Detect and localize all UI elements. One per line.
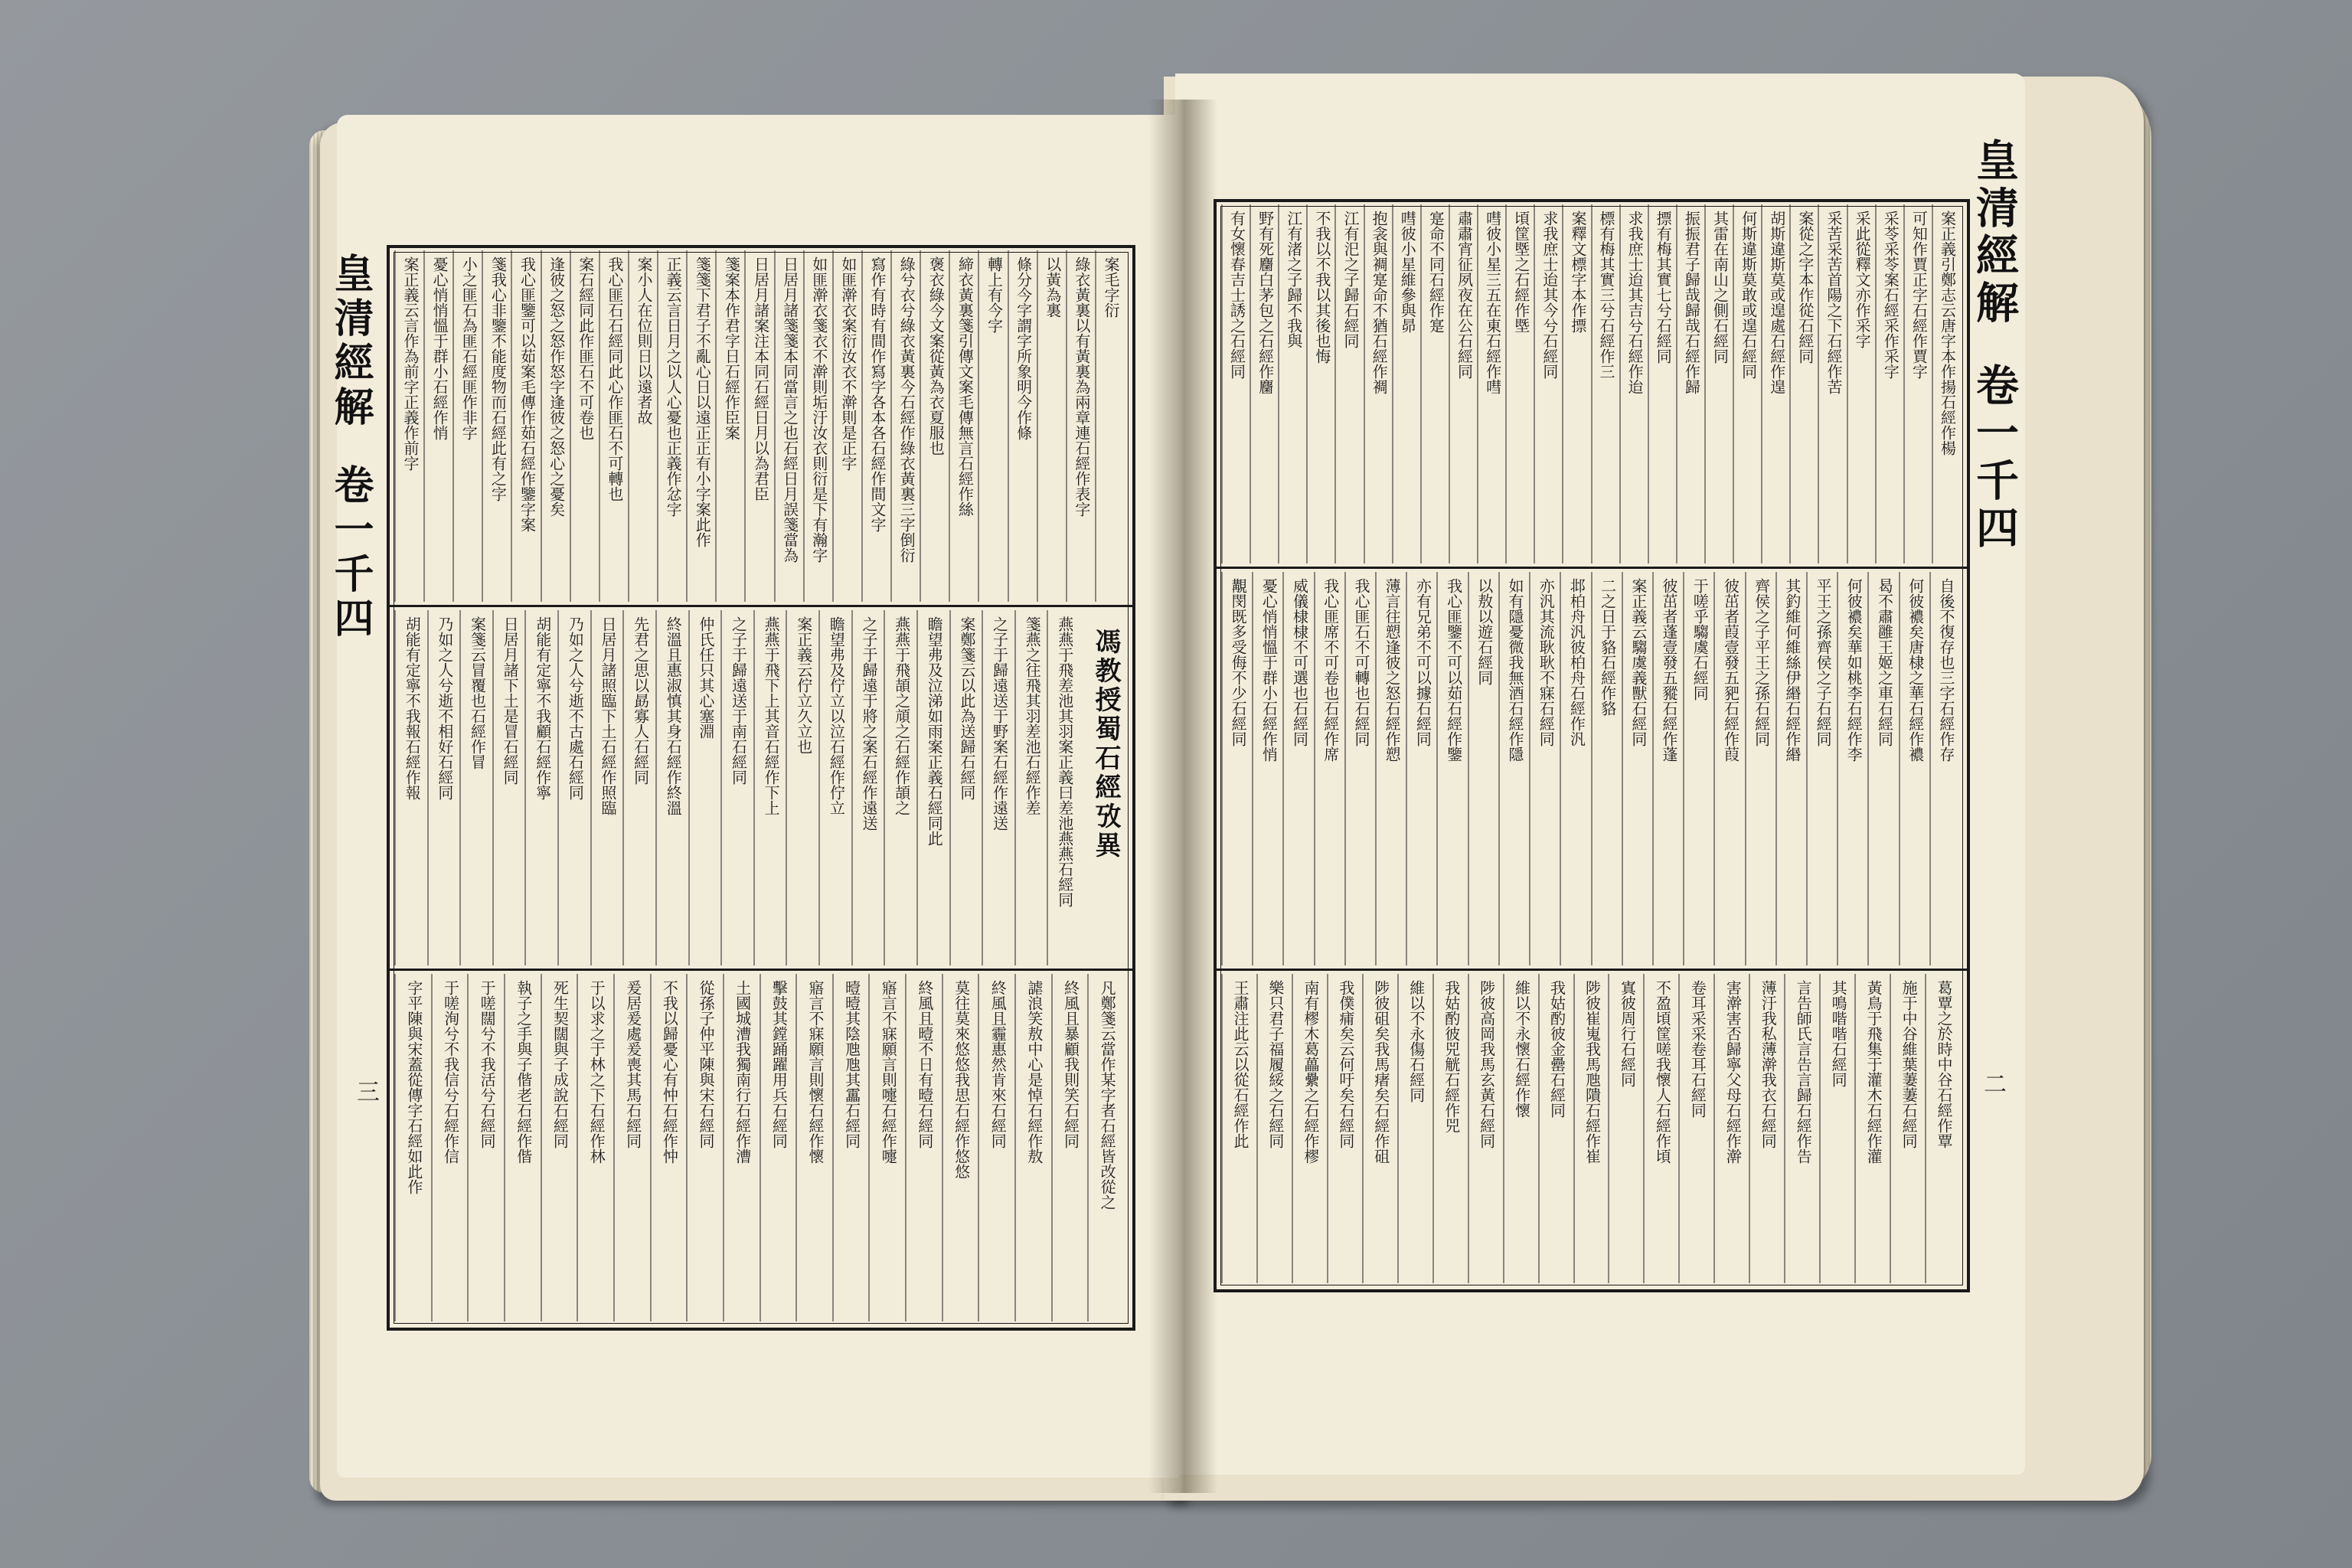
left-page-header — [325, 253, 379, 1325]
column-rule — [861, 250, 863, 602]
column-rule — [1250, 204, 1251, 564]
text-column: 抱衾與裯寔命不猶石經作裯 — [1370, 211, 1389, 394]
column-rule — [1591, 204, 1592, 564]
column-rule — [1538, 974, 1540, 1283]
text-column: 案正義引鄭志云唐字本作揚石經作楊 — [1938, 211, 1957, 456]
text-column: 寤言不寐願言則懷石經作懷 — [805, 980, 825, 1164]
column-rule — [818, 610, 820, 965]
column-rule — [920, 250, 921, 602]
column-rule — [650, 974, 652, 1321]
column-rule — [577, 974, 578, 1321]
text-column: 其釣維何維絲伊緡石經作緡 — [1782, 578, 1802, 762]
text-column: 日居月諸箋箋本同當言之也石經日月誤箋當為 — [780, 256, 799, 563]
column-rule — [1221, 204, 1223, 564]
column-rule — [1087, 974, 1089, 1321]
text-column: 邶柏舟汎彼柏舟石經作汎 — [1567, 578, 1586, 746]
column-rule — [1505, 204, 1507, 564]
text-column: 標有梅其實三兮石經作三 — [1597, 211, 1616, 379]
text-column: 凡鄭箋云當作某字者石經皆改從之 — [1098, 980, 1117, 1210]
text-column: 亦有兄弟不可以據石經同 — [1413, 578, 1432, 746]
text-column: 有女懷春吉士誘之石經同 — [1227, 211, 1246, 379]
column-rule — [949, 610, 951, 965]
left-header-volume: 卷一千四 — [327, 464, 374, 642]
column-rule — [1713, 974, 1715, 1283]
column-rule — [1498, 572, 1500, 965]
text-column: 瞻望弗及佇立以泣石經作佇立 — [827, 616, 846, 815]
text-column: 二之日于貉石經作貉 — [1598, 578, 1617, 716]
left-divider-2 — [387, 969, 1135, 971]
text-column: 彼茁者葭壹發五豝石經作葭 — [1721, 578, 1740, 762]
column-rule — [1362, 974, 1364, 1283]
left-page-number: 三 — [352, 1080, 379, 1102]
column-rule — [1449, 204, 1450, 564]
text-column: 采此從釋文亦作采字 — [1853, 211, 1872, 348]
text-column: 其鳴喈喈石經同 — [1829, 980, 1848, 1087]
column-rule — [978, 250, 979, 602]
text-column: 維以不永傷石經同 — [1406, 980, 1426, 1102]
column-rule — [795, 974, 797, 1321]
text-column: 求我庶士迨其吉兮石經作迨 — [1625, 211, 1645, 394]
column-rule — [1037, 250, 1038, 602]
column-rule — [1468, 572, 1469, 965]
column-rule — [1327, 974, 1328, 1283]
column-rule — [613, 974, 615, 1321]
column-rule — [715, 250, 717, 602]
column-rule — [1529, 572, 1530, 965]
column-rule — [427, 610, 429, 965]
text-column: 亦汎其流耿耿不寐石經同 — [1537, 578, 1556, 746]
column-rule — [1775, 572, 1777, 965]
text-column: 胡能有定寧不我顧石經作寧 — [533, 616, 552, 800]
column-rule — [1643, 974, 1645, 1283]
column-rule — [1683, 572, 1684, 965]
text-column: 于嗟洵兮不我信兮石經作信 — [441, 980, 460, 1164]
column-rule — [1733, 204, 1734, 564]
text-column: 彼茁者蓬壹發五豵石經作蓬 — [1660, 578, 1679, 762]
text-column: 死生契闊與子成說石經同 — [550, 980, 570, 1148]
column-rule — [1789, 204, 1791, 564]
column-rule — [753, 610, 755, 965]
text-column: 平王之孫齊侯之子石經同 — [1814, 578, 1833, 746]
column-rule — [1221, 572, 1223, 965]
column-rule — [1608, 974, 1609, 1283]
column-rule — [1436, 572, 1438, 965]
text-column: 逢彼之怒之怒作怒字逢彼之怒心之憂矣 — [547, 256, 566, 517]
text-column: 案鄭箋云以此為送歸石經同 — [957, 616, 976, 800]
column-rule — [832, 250, 834, 602]
column-rule — [1256, 974, 1258, 1283]
right-divider-2 — [1214, 969, 1970, 971]
column-rule — [1806, 572, 1808, 965]
text-column: 褒衣綠今文案從黃為衣夏服也 — [926, 256, 946, 456]
book-gutter — [1148, 100, 1217, 1493]
text-column: 締衣黃裏箋引傳文案毛傳無言石經作絲 — [956, 256, 975, 517]
column-rule — [884, 610, 885, 965]
column-rule — [905, 974, 906, 1321]
text-column: 我心匪鑒可以茹案毛傳作茹石經作鑒字案 — [518, 256, 537, 532]
text-column: 薄汙我私薄澣我衣石經同 — [1759, 980, 1778, 1148]
column-rule — [1392, 204, 1393, 564]
text-column: 于以求之于林之下石經作林 — [587, 980, 606, 1164]
text-column: 箋案本作君字日石經作臣案 — [722, 256, 741, 440]
column-rule — [1676, 204, 1677, 564]
text-column: 江有渚之子歸不我與 — [1284, 211, 1303, 348]
column-rule — [504, 974, 505, 1321]
column-rule — [1432, 974, 1434, 1283]
column-rule — [1278, 204, 1279, 564]
text-column: 正義云言日月之以人心憂也正義作忿字 — [664, 256, 683, 517]
column-rule — [1903, 204, 1905, 564]
column-rule — [570, 250, 571, 602]
text-column: 寤言不寐願言則嚏石經作嚏 — [879, 980, 898, 1164]
text-column: 終風且霾惠然肯來石經同 — [988, 980, 1008, 1148]
text-column: 害澣害否歸寧父母石經作澣 — [1723, 980, 1743, 1164]
column-rule — [628, 250, 629, 602]
text-column: 案從之字本作從石經同 — [1795, 211, 1815, 364]
column-rule — [916, 610, 918, 965]
text-column: 我姑酌彼兕觥石經作兕 — [1442, 980, 1461, 1133]
text-column: 案毛字衍 — [1101, 256, 1120, 318]
text-column: 爰居爰處爰喪其馬石經同 — [623, 980, 642, 1148]
text-column: 其雷在南山之側石經同 — [1710, 211, 1730, 364]
text-column: 威儀棣棣不可選也石經同 — [1290, 578, 1309, 746]
column-rule — [1420, 204, 1422, 564]
text-column: 頃筐塈之石經作塈 — [1511, 211, 1530, 333]
text-column: 案箋云冒覆也石經作冒 — [468, 616, 487, 769]
column-rule — [394, 250, 396, 602]
text-column: 維以不永懷石經作懷 — [1512, 980, 1531, 1118]
column-rule — [744, 250, 746, 602]
text-column: 乃如之人兮逝不古處石經同 — [566, 616, 585, 800]
column-rule — [1306, 204, 1308, 564]
left-attribution: 馮教授蜀石經攷異 — [1090, 628, 1121, 861]
column-rule — [982, 610, 983, 965]
column-rule — [1678, 974, 1680, 1283]
column-rule — [1477, 204, 1478, 564]
text-column: 覯閔既多受侮不少石經同 — [1229, 578, 1248, 746]
text-column: 案釋文標字本作摽 — [1568, 211, 1587, 333]
text-column: 陟彼高岡我馬玄黃石經同 — [1477, 980, 1496, 1148]
column-rule — [1622, 572, 1623, 965]
text-column: 卷耳采采卷耳石經同 — [1688, 980, 1707, 1118]
column-rule — [541, 250, 542, 602]
column-rule — [524, 610, 526, 965]
column-rule — [1534, 204, 1535, 564]
column-rule — [1899, 572, 1900, 965]
column-rule — [1008, 250, 1009, 602]
text-column: 燕燕于飛差池其羽案正義曰差池燕燕石經同 — [1055, 616, 1074, 907]
column-rule — [760, 974, 761, 1321]
text-column: 陟彼砠矣我馬瘏矣石經作砠 — [1371, 980, 1390, 1164]
column-rule — [467, 974, 469, 1321]
text-column: 條分今字謂字所象明今作條 — [1014, 256, 1033, 440]
column-rule — [942, 974, 943, 1321]
text-column: 燕燕于飛下上其音石經作下上 — [762, 616, 781, 815]
text-column: 謔浪笑敖中心是悼石經作敖 — [1024, 980, 1044, 1164]
column-rule — [599, 250, 600, 602]
column-rule — [394, 974, 396, 1321]
column-rule — [1560, 572, 1561, 965]
text-column: 執子之手與子偕老石經作偕 — [514, 980, 533, 1164]
text-column: 之子于歸遠送于野案石經作遠送 — [990, 616, 1009, 831]
column-rule — [1406, 572, 1407, 965]
column-rule — [1252, 572, 1253, 965]
column-rule — [1562, 204, 1563, 564]
text-column: 江有汜之子歸石經同 — [1341, 211, 1361, 348]
text-column: 我心匪石不可轉也石經同 — [1351, 578, 1370, 746]
column-rule — [1066, 250, 1067, 602]
text-column: 我心匪席不可卷也石經作席 — [1321, 578, 1340, 762]
text-column: 乃如之人兮逝不相好石經同 — [435, 616, 454, 800]
text-column: 擊鼓其鏜踊躍用兵石經同 — [769, 980, 789, 1148]
column-rule — [978, 974, 979, 1321]
column-rule — [1875, 204, 1877, 564]
column-rule — [1847, 204, 1848, 564]
column-rule — [1619, 204, 1621, 564]
right-header-title: 皇清經解 — [1969, 138, 2020, 328]
column-rule — [851, 610, 853, 965]
text-column: 摽有梅其實七兮石經同 — [1654, 211, 1673, 364]
column-rule — [723, 974, 724, 1321]
column-rule — [1854, 974, 1856, 1283]
column-rule — [590, 610, 592, 965]
text-column: 箋燕之往飛其羽差池石經作差 — [1023, 616, 1042, 815]
right-header-volume: 卷一千四 — [1969, 362, 2020, 553]
column-rule — [452, 250, 454, 602]
text-column: 嘒彼小星維參與昴 — [1398, 211, 1417, 333]
text-column: 先君之思以勗寡人石經同 — [631, 616, 650, 785]
column-rule — [1364, 204, 1365, 564]
column-rule — [657, 250, 658, 602]
text-column: 燕燕于飛頡之頏之石經作頡之 — [892, 616, 911, 815]
text-column: 憂心悄悄慍于群小石經作悄 — [1259, 578, 1279, 762]
text-column: 寔命不同石經作寔 — [1426, 211, 1446, 333]
text-column: 案小人在位則日以遠者故 — [635, 256, 654, 425]
column-rule — [1932, 204, 1933, 564]
column-rule — [1282, 572, 1284, 965]
column-rule — [1051, 974, 1053, 1321]
column-rule — [1314, 572, 1315, 965]
column-rule — [1397, 974, 1399, 1283]
column-rule — [1503, 974, 1504, 1283]
text-column: 日居月諸下土是冒石經同 — [501, 616, 520, 785]
text-column: 胡斯違斯莫或遑處石經作遑 — [1767, 211, 1786, 394]
column-rule — [459, 610, 461, 965]
column-rule — [1221, 974, 1223, 1283]
text-column: 何彼襛矣唐棣之華石經作襛 — [1906, 578, 1925, 762]
text-column: 憂心悄悄慍于群小石經作悄 — [430, 256, 449, 440]
left-divider-1 — [387, 605, 1135, 607]
column-rule — [803, 250, 805, 602]
text-column: 如有隱憂微我無酒石經作隱 — [1505, 578, 1524, 762]
column-rule — [720, 610, 722, 965]
text-column: 不我以歸憂心有忡石經作忡 — [660, 980, 679, 1164]
text-column: 終風且曀不日有曀石經同 — [915, 980, 934, 1148]
column-rule — [1713, 572, 1715, 965]
column-rule — [1047, 610, 1048, 965]
column-rule — [1929, 572, 1931, 965]
text-column: 野有死麕白茅包之石經作麕 — [1256, 211, 1275, 394]
text-column: 何斯違斯莫敢或遑石經同 — [1739, 211, 1758, 379]
text-column: 嘒彼小星三五在東石經作嘒 — [1483, 211, 1502, 394]
text-column: 于嗟闊兮不我活兮石經同 — [478, 980, 497, 1148]
text-column: 肅肅宵征夙夜在公石經同 — [1455, 211, 1474, 379]
column-rule — [1925, 974, 1926, 1283]
right-page-header — [1964, 138, 2025, 1225]
text-column: 齊侯之子平王之孫石經同 — [1752, 578, 1771, 746]
text-column: 樂只君子福履綏之石經同 — [1266, 980, 1285, 1148]
column-rule — [868, 974, 870, 1321]
text-column: 施于中谷維葉萋萋石經同 — [1900, 980, 1919, 1148]
text-column: 箋我心非鑒不能度物而石經此有之字 — [488, 256, 508, 501]
text-column: 我心匪石石經同此心作匪石不可轉也 — [605, 256, 624, 501]
column-rule — [511, 250, 512, 602]
column-rule — [1704, 204, 1706, 564]
text-column: 案正義云言作為前字正義作前字 — [401, 256, 420, 471]
text-column: 字平陳與宋蓋從傳字石經如此作 — [404, 980, 423, 1194]
text-column: 之子于歸遠于將之案石經作遠送 — [859, 616, 878, 831]
text-column: 仲氏任只其心塞淵 — [696, 616, 715, 739]
text-column: 求我庶士迨其今兮石經同 — [1540, 211, 1559, 379]
text-column: 之子于歸遠送于南石經同 — [729, 616, 748, 785]
column-rule — [394, 610, 396, 965]
right-divider-1 — [1214, 567, 1970, 569]
text-column: 土國城漕我獨南行石經作漕 — [733, 980, 752, 1164]
text-column: 不盈頃筐嗟我懷人石經作頃 — [1653, 980, 1672, 1164]
column-rule — [1652, 572, 1654, 965]
text-column: 自後不復存也三字石經作存 — [1936, 578, 1955, 762]
column-rule — [686, 974, 688, 1321]
right-page-number: 二 — [1979, 1072, 2006, 1095]
text-column: 案石經同此作匪石不可卷也 — [576, 256, 595, 440]
column-rule — [774, 250, 776, 602]
column-rule — [1014, 974, 1016, 1321]
column-rule — [1014, 610, 1016, 965]
text-column: 黃鳥于飛集于灌木石經作灌 — [1864, 980, 1883, 1164]
text-column: 日居月諸照臨下土石經作照臨 — [599, 616, 618, 815]
column-rule — [1784, 974, 1785, 1283]
text-column: 寘彼周行石經同 — [1618, 980, 1637, 1087]
column-rule — [1292, 974, 1293, 1283]
left-header-title: 皇清經解 — [327, 253, 374, 430]
text-column: 寫作有時有間作寫字各本各石經作間文字 — [867, 256, 887, 532]
text-column: 如匪澣衣箋衣不澣則垢汙汝衣則衍是下有瀚字 — [809, 256, 828, 563]
text-column: 終風且暴顧我則笑石經同 — [1061, 980, 1080, 1148]
column-rule — [1468, 974, 1469, 1283]
column-rule — [786, 610, 787, 965]
text-column: 莫往莫來悠悠我思石經作悠悠 — [952, 980, 971, 1179]
text-column: 日居月諸案注本同石經日月以為君臣 — [751, 256, 770, 501]
text-column: 曷不肅雝王姬之車石經同 — [1875, 578, 1894, 746]
column-rule — [1818, 204, 1819, 564]
column-rule — [1819, 974, 1821, 1283]
column-rule — [1648, 204, 1649, 564]
column-rule — [1334, 204, 1336, 564]
text-column: 箋箋下君子不亂心日以遠正正有小字案此作 — [693, 256, 712, 547]
text-column: 綠衣黃裏以有黃裏為兩章連石經作表字 — [1072, 256, 1091, 517]
column-rule — [431, 974, 433, 1321]
text-column: 采苓采苓案石經采作采字 — [1881, 211, 1900, 379]
text-column: 葛覃之於時中谷石經作覃 — [1935, 980, 1954, 1148]
column-rule — [423, 250, 425, 602]
text-column: 我心匪鑒不可以茹石經作鑒 — [1444, 578, 1463, 762]
text-column: 言告師氏言告言歸石經作告 — [1794, 980, 1813, 1164]
column-rule — [890, 250, 892, 602]
column-rule — [832, 974, 834, 1321]
column-rule — [1344, 572, 1346, 965]
column-rule — [686, 250, 688, 602]
text-column: 于嗟乎騶虞石經同 — [1690, 578, 1710, 701]
text-column: 南有樛木葛藟纍之石經作樛 — [1301, 980, 1320, 1164]
column-rule — [482, 250, 483, 602]
text-column: 陟彼崔嵬我馬虺隤石經作崔 — [1583, 980, 1602, 1164]
column-rule — [1837, 572, 1838, 965]
column-rule — [1573, 974, 1575, 1283]
text-column: 以敖以遊石經同 — [1475, 578, 1494, 685]
text-column: 案正義云騶虞義獸石經同 — [1628, 578, 1648, 746]
text-column: 案正義云佇立久立也 — [794, 616, 813, 754]
text-column: 薄言往愬逢彼之怒石經作愬 — [1383, 578, 1402, 762]
text-column: 瞻望弗及泣涕如雨案正義石經同此 — [925, 616, 944, 846]
column-rule — [1867, 572, 1869, 965]
column-rule — [557, 610, 559, 965]
text-column: 曀曀其陰虺虺其靁石經同 — [842, 980, 861, 1148]
text-column: 從孫子仲平陳與宋石經同 — [697, 980, 716, 1148]
column-rule — [1890, 974, 1891, 1283]
column-rule — [655, 610, 657, 965]
text-column: 終溫且惠淑慎其身石經作終溫 — [664, 616, 683, 815]
column-rule — [1591, 572, 1592, 965]
text-column: 以黃為裏 — [1043, 256, 1062, 318]
column-rule — [622, 610, 624, 965]
text-column: 振振君子歸哉歸哉石經作歸 — [1682, 211, 1701, 394]
text-column: 不我以不我以其後也悔 — [1312, 211, 1331, 364]
column-rule — [492, 610, 494, 965]
column-rule — [1745, 572, 1746, 965]
column-rule — [1095, 250, 1096, 602]
text-column: 小之匪石為匪石經匪作非字 — [459, 256, 479, 440]
text-column: 何彼襛矣華如桃李石經作李 — [1844, 578, 1864, 762]
text-column: 可知作賈正字石經作賈字 — [1909, 211, 1929, 379]
column-rule — [688, 610, 690, 965]
text-column: 王肅注此云以從石經作此 — [1230, 980, 1250, 1148]
column-rule — [1375, 572, 1377, 965]
text-column: 我僕痡矣云何吁矣石經同 — [1336, 980, 1355, 1148]
column-rule — [1749, 974, 1750, 1283]
column-rule — [1761, 204, 1762, 564]
text-column: 胡能有定寧不我報石經作報 — [403, 616, 422, 800]
text-column: 綠兮衣兮綠衣黃裏今石經作綠衣黃裏三字倒衍 — [897, 256, 916, 563]
text-column: 如匪澣衣案衍汝衣不澣則是正字 — [838, 256, 858, 471]
column-rule — [949, 250, 950, 602]
text-column: 采苦采苦首陽之下石經作苦 — [1824, 211, 1843, 394]
text-column: 我姑酌彼金罍石經同 — [1547, 980, 1566, 1118]
column-rule — [541, 974, 542, 1321]
text-column: 轉上有今字 — [985, 256, 1004, 333]
